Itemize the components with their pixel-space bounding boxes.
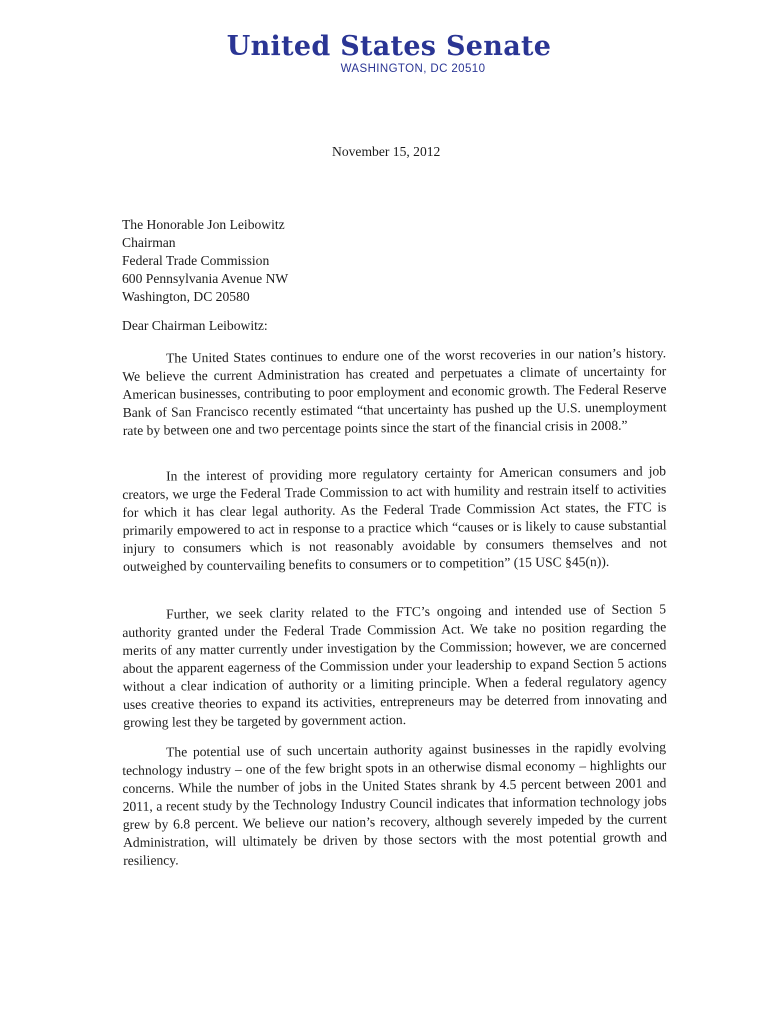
recipient-address-block: [122, 216, 288, 306]
paragraph-text: Further, we seek clarity related to the FTC’s ongoing and intended use of Section 5 authority granted under the Federal Trade Commission Act. We take no position regarding the merits of any matter currently under investigation by the Commission; however, we are concerned about the apparent eagerness of the Commission under your leadership to expand Section 5 actions without a clear indication of authority or a limiting principle. When a federal regulatory agency uses creative theories to expand its activities, entrepreneurs may be deterred from innovating and growing lest they be targeted by government action.: [122, 601, 668, 730]
body-paragraph-3: [122, 600, 667, 732]
paragraph-text: In the interest of providing more regulatory certainty for American consumers and job creators, we urge the Federal Trade Commission to act with humility and restrain itself to activities for which it has clear legal authority. As the Federal Trade Commission Act states, the FTC is primarily empowered to act in response to a practice which “causes or is likely to cause substantial injury to consumers which is not reasonably avoidable by consumers themselves and not outweighed by countervailing benefits to consumers or to competition” (15 USC §45(n)).: [122, 463, 667, 574]
paragraph-text: The United States continues to endure one of the worst recoveries in our nation’s history. We believe the current Administration has created and perpetuates a climate of uncertainty for American businesses, contributing to poor employment and economic growth. The Federal Reserve Bank of San Francisco recently estimated “that uncertainty has pushed up the U.S. unemployment rate by between one and two percentage points since the start of the financial crisis in 2008.”: [122, 345, 667, 438]
paragraph-text: The potential use of such uncertain authority against businesses in the rapidly evolving technology industry – one of the few bright spots in an otherwise dismal economy – highlights our concerns. While the number of jobs in the United States shrank by 4.5 percent between 2001 and 2011, a recent study by the Technology Industry Council indicates that information technology jobs grew by 6.8 percent. We believe our nation’s recovery, although severely impeded by the current Administration, will ultimately be driven by those sectors with the most potential growth and resiliency.: [122, 739, 668, 868]
body-paragraph-4: [122, 738, 667, 870]
salutation: Dear Chairman Leibowitz:: [122, 318, 268, 333]
body-paragraph-2: [122, 462, 667, 576]
letter-date: November 15, 2012: [332, 144, 441, 159]
recipient-title: Chairman: [122, 235, 176, 250]
body-paragraph-1: [122, 344, 667, 440]
recipient-city: Washington, DC 20580: [122, 289, 250, 304]
recipient-name: The Honorable Jon Leibowitz: [122, 217, 285, 232]
letterhead-title: United States Senate: [226, 31, 552, 62]
letterhead-address: WASHINGTON, DC 20510: [340, 63, 486, 75]
recipient-organization: Federal Trade Commission: [122, 253, 270, 268]
recipient-street: 600 Pennsylvania Avenue NW: [122, 271, 289, 286]
